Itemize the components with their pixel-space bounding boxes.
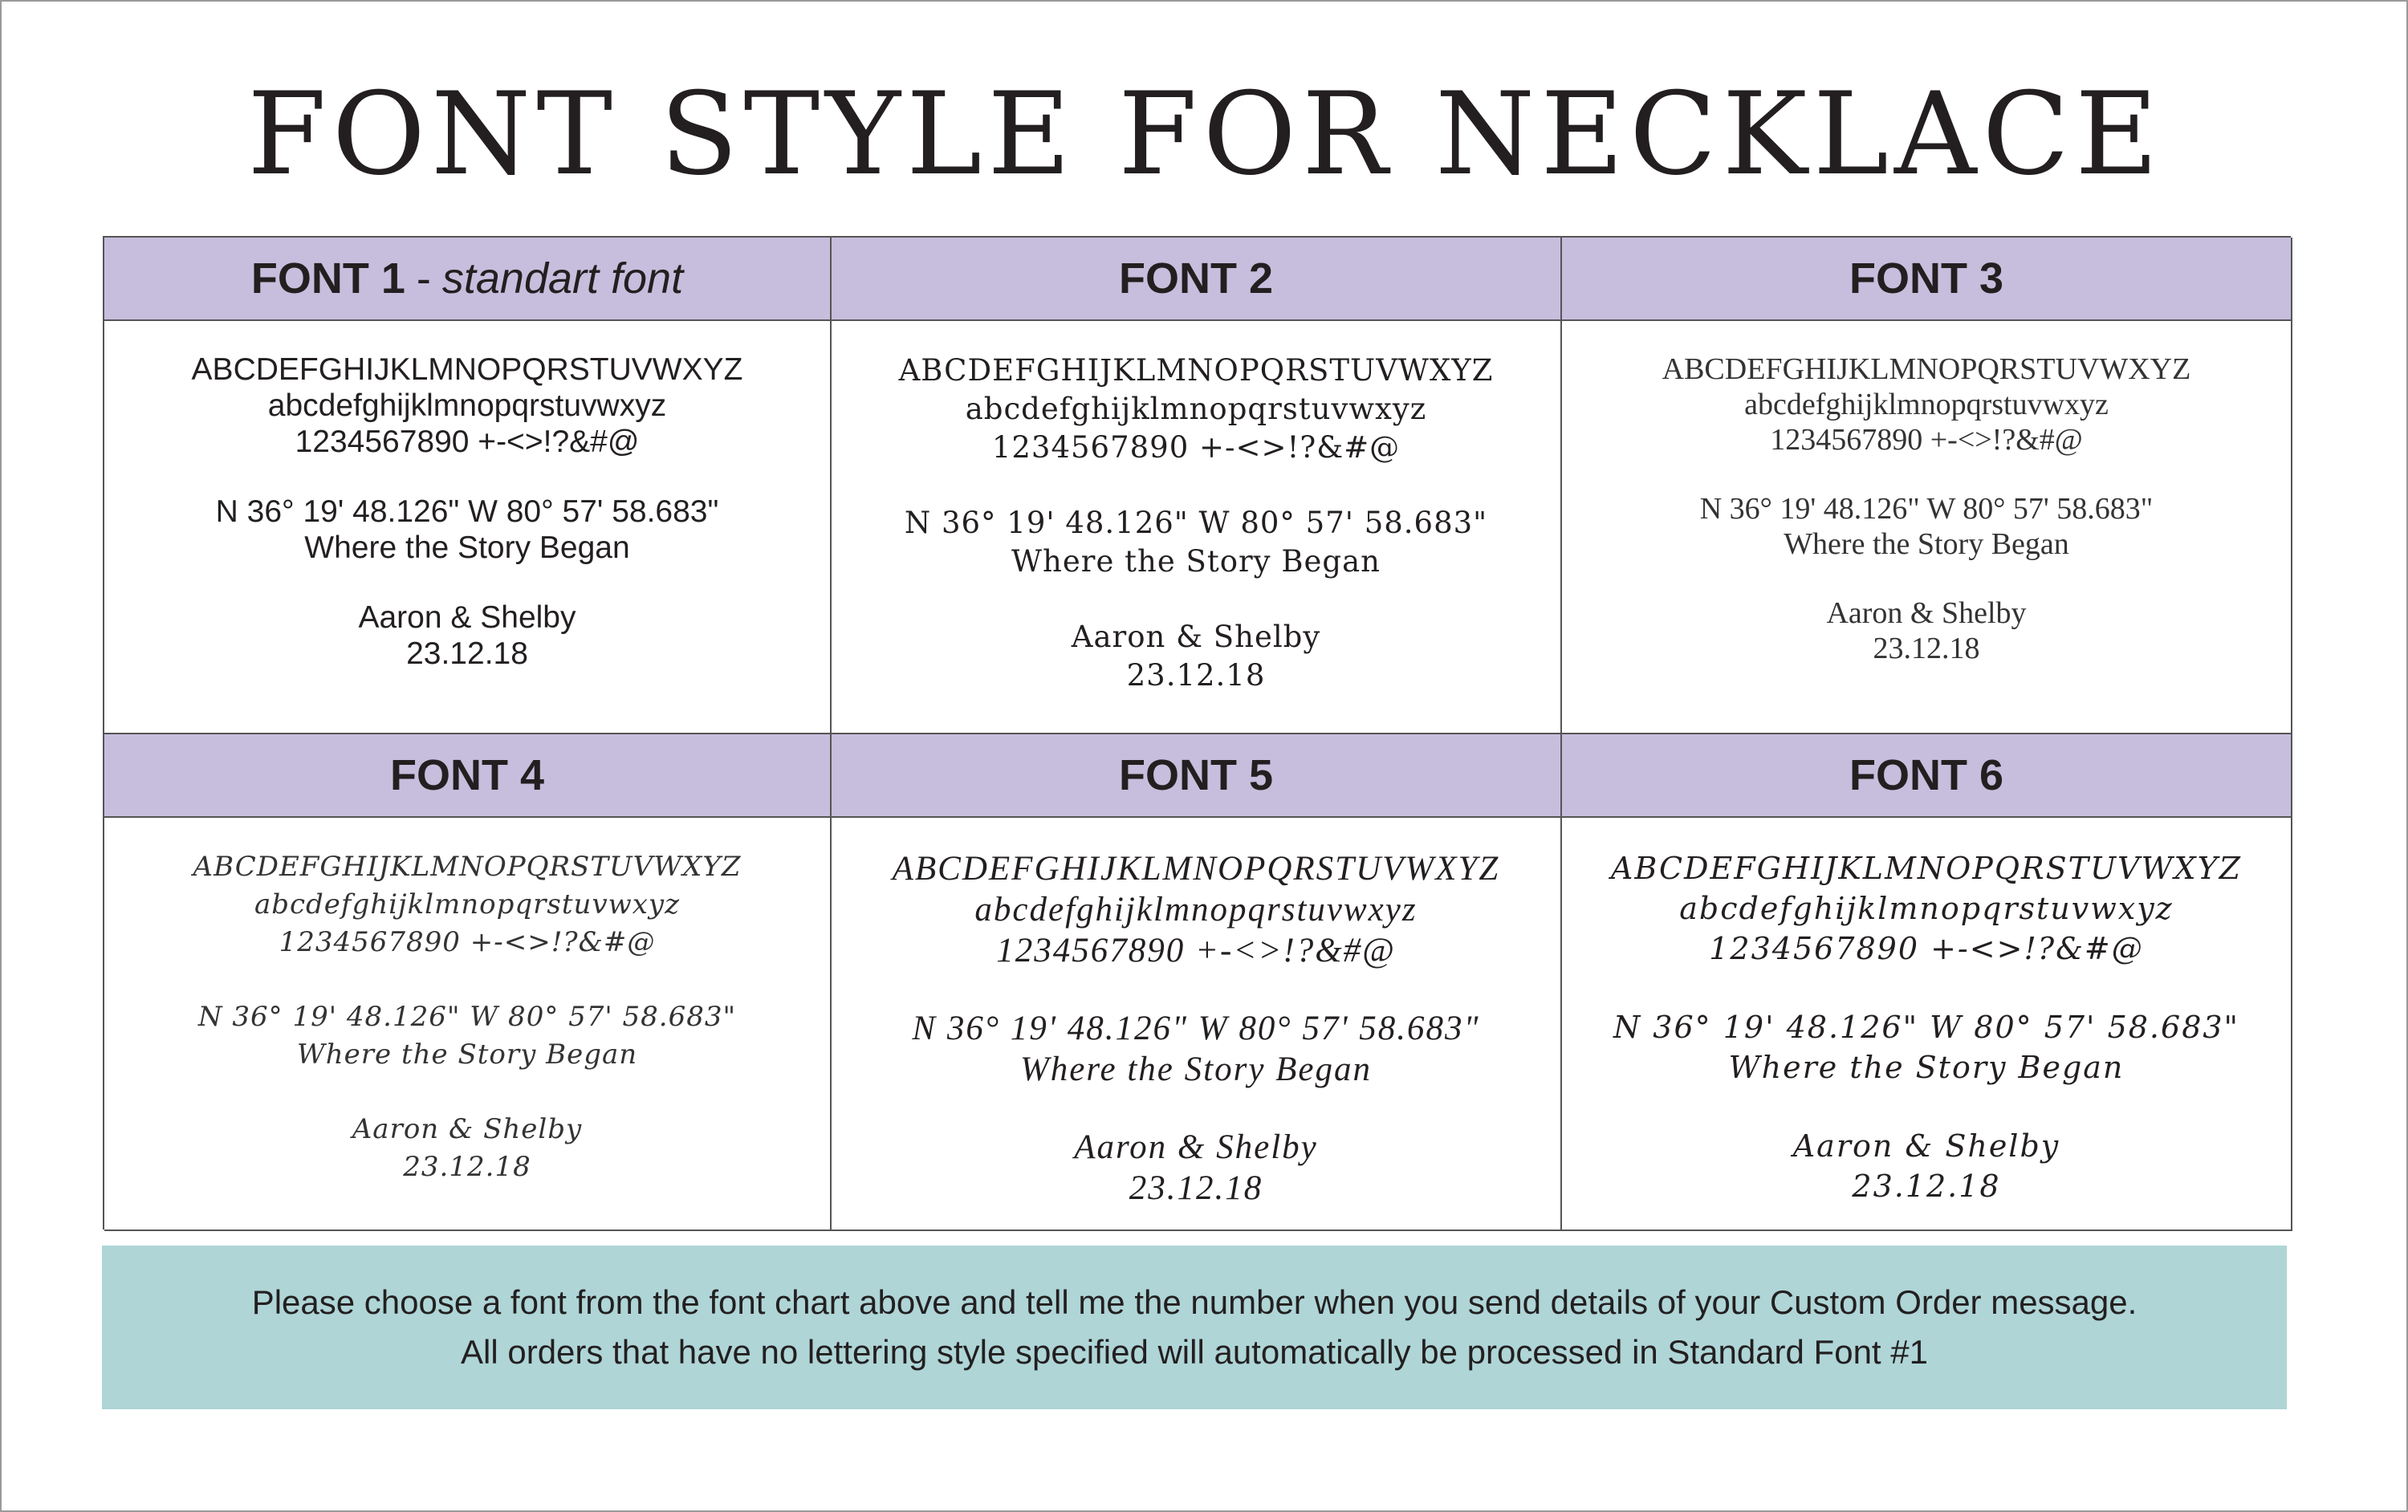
sample-coordinates: N 36° 19' 48.126" W 80° 57' 58.683" [1699, 492, 2154, 526]
sample-digits-symbols: 1234567890 +-<>!?&#@ [295, 425, 640, 459]
sample-coordinates: N 36° 19' 48.126" W 80° 57' 58.683" [1613, 1010, 2240, 1045]
font-header-3 [1562, 238, 2291, 321]
sample-uppercase: ABCDEFGHIJKLMNOPQRSTUVWXYZ [1662, 352, 2191, 386]
sample-names: Aaron & Shelby [1826, 596, 2027, 630]
font-header-4 [104, 734, 830, 818]
sample-names: Aaron & Shelby [358, 600, 576, 635]
sample-coordinates: N 36° 19' 48.126" W 80° 57' 58.683" [215, 494, 719, 529]
font-header-2 [832, 238, 1560, 321]
sample-coordinates: N 36° 19' 48.126" W 80° 57' 58.683" [904, 506, 1488, 540]
font-sample-4 [104, 818, 830, 1230]
instructions-line-2: All orders that have no lettering style specified will automatically be processed in Standard Font #1 [461, 1333, 1928, 1371]
sample-uppercase: ABCDEFGHIJKLMNOPQRSTUVWXYZ [193, 851, 742, 883]
font-grid [103, 236, 2291, 1230]
sample-digits-symbols: 1234567890 +-<>!?&#@ [1709, 931, 2144, 966]
font-subtitle: standart font [441, 254, 684, 303]
sample-digits-symbols: 1234567890 +-<>!?&#@ [1770, 423, 2083, 457]
font-label: FONT 4 [389, 751, 544, 799]
sample-phrase: Where the Story Began [1728, 1050, 2125, 1085]
sample-digits-symbols: 1234567890 +-<>!?&#@ [991, 430, 1401, 465]
sample-date: 23.12.18 [1873, 632, 1980, 665]
sample-names: Aaron & Shelby [1074, 1128, 1318, 1166]
sample-date: 23.12.18 [403, 1151, 531, 1183]
sample-phrase: Where the Story Began [1784, 527, 2069, 561]
sample-uppercase: ABCDEFGHIJKLMNOPQRSTUVWXYZ [892, 850, 1500, 888]
sample-lowercase: abcdefghijklmnopqrstuvwxyz [1744, 388, 2109, 421]
sample-uppercase: ABCDEFGHIJKLMNOPQRSTUVWXYZ [898, 353, 1494, 388]
font-label: FONT 3 [1849, 254, 2003, 303]
sample-coordinates: N 36° 19' 48.126" W 80° 57' 58.683" [197, 1001, 737, 1033]
sample-coordinates: N 36° 19' 48.126" W 80° 57' 58.683" [912, 1010, 1480, 1047]
font-label: FONT 5 [1118, 751, 1273, 799]
font-cell-4 [104, 734, 832, 1231]
sample-digits-symbols: 1234567890 +-<>!?&#@ [996, 932, 1396, 969]
page-title: FONT STYLE FOR NECKLACE [247, 68, 2164, 201]
sample-lowercase: abcdefghijklmnopqrstuvwxyz [254, 888, 681, 921]
font-label: FONT 1 [250, 254, 405, 303]
sample-uppercase: ABCDEFGHIJKLMNOPQRSTUVWXYZ [191, 352, 743, 387]
font-cell-1 [104, 238, 832, 734]
font-label: FONT 6 [1849, 751, 2003, 799]
sample-digits-symbols: 1234567890 +-<>!?&#@ [279, 926, 656, 958]
sample-uppercase: ABCDEFGHIJKLMNOPQRSTUVWXYZ [1610, 851, 2243, 886]
font-sample-6 [1562, 818, 2291, 1230]
font-header-1 [104, 238, 830, 321]
sample-lowercase: abcdefghijklmnopqrstuvwxyz [267, 388, 667, 423]
font-label-separator: - [416, 254, 431, 303]
font-header-6 [1562, 734, 2291, 818]
font-cell-6 [1562, 734, 2292, 1231]
font-cell-5 [832, 734, 1562, 1231]
font-sample-1 [104, 321, 830, 733]
sample-date: 23.12.18 [1126, 658, 1266, 693]
font-label: FONT 2 [1118, 254, 1273, 303]
sample-phrase: Where the Story Began [296, 1038, 638, 1071]
order-instructions-banner [102, 1246, 2287, 1409]
instructions-line-1: Please choose a font from the font chart above and tell me the number when you send details of your Custom Order message. [251, 1283, 2138, 1321]
font-cell-2 [832, 238, 1562, 734]
sample-date: 23.12.18 [1852, 1169, 2001, 1204]
sample-date: 23.12.18 [1129, 1169, 1263, 1207]
sample-lowercase: abcdefghijklmnopqrstuvwxyz [965, 392, 1427, 426]
font-sample-2 [832, 321, 1560, 733]
font-sample-3 [1562, 321, 2291, 733]
sample-lowercase: abcdefghijklmnopqrstuvwxyz [1679, 891, 2174, 926]
sample-phrase: Where the Story Began [1019, 1051, 1373, 1088]
font-cell-3 [1562, 238, 2292, 734]
sample-phrase: Where the Story Began [1011, 544, 1381, 579]
sample-lowercase: abcdefghijklmnopqrstuvwxyz [974, 891, 1418, 929]
sample-names: Aaron & Shelby [1071, 620, 1321, 654]
sample-names: Aaron & Shelby [1792, 1128, 2060, 1164]
font-sample-5 [832, 818, 1560, 1230]
font-header-5 [832, 734, 1560, 818]
sample-date: 23.12.18 [406, 636, 528, 671]
sample-names: Aaron & Shelby [352, 1113, 583, 1145]
sample-phrase: Where the Story Began [304, 530, 630, 565]
